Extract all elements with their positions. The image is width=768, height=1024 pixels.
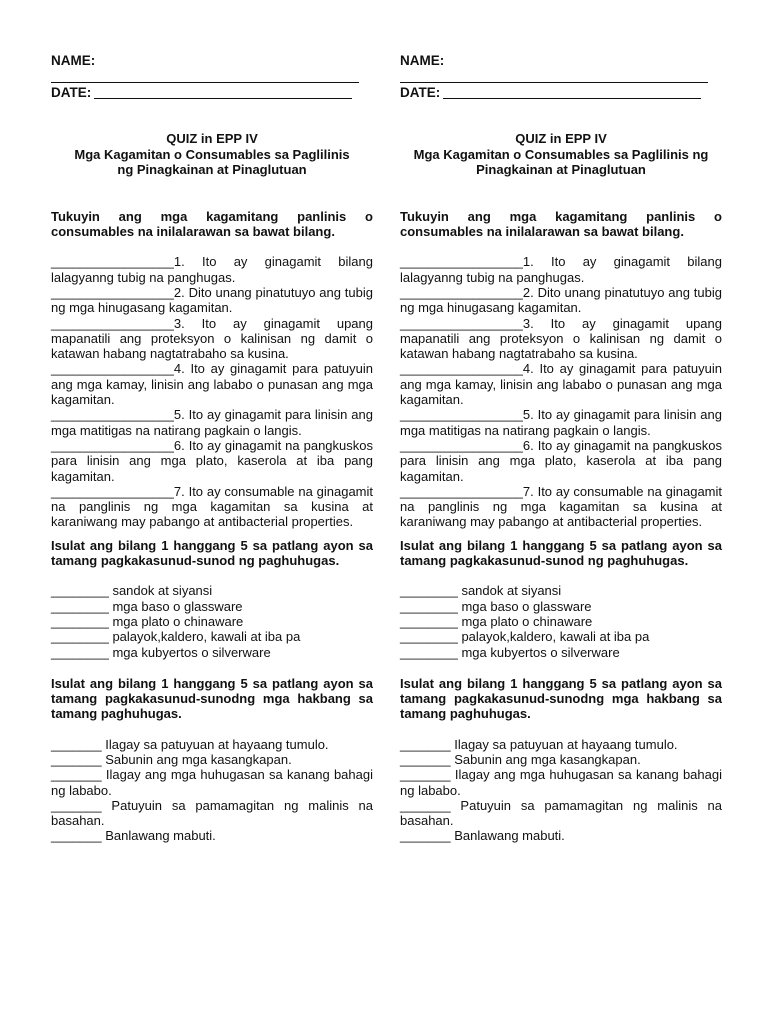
name-label: NAME: xyxy=(400,52,445,68)
list-item: _______ Patuyuin sa pamamagitan ng malinis na basahan. xyxy=(400,797,722,829)
name-label: NAME: xyxy=(51,52,96,68)
list-item: _________________2. Dito unang pinatutuyo ang tubig ng mga hinugasang kagamitan. xyxy=(400,284,722,316)
name-line xyxy=(51,68,359,83)
list-item: _________________4. Ito ay ginagamit para patuyuin ang mga kamay, linisin ang lababo o punasan ang mga kagamitan. xyxy=(51,361,373,408)
quiz-title: QUIZ in EPP IV xyxy=(166,131,258,147)
list-item: _______ Ilagay sa patuyuan at hayaang tumulo. xyxy=(51,736,329,752)
list-item: _________________6. Ito ay ginagamit na pangkuskos para linisin ang mga plato, kaserola at iba pang kagamitan. xyxy=(400,437,722,484)
section1-list xyxy=(51,254,373,529)
list-item: _________________3. Ito ay ginagamit upang mapanatili ang proteksyon o kalinisan ng damit o katawan habang nagtatrabaho sa kusina. xyxy=(51,315,373,362)
quiz-title: QUIZ in EPP IV xyxy=(515,131,607,147)
date-label: DATE: xyxy=(400,85,441,100)
section3-list xyxy=(51,737,373,844)
date-row xyxy=(400,85,722,100)
list-item: _________________5. Ito ay ginagamit para linisin ang mga matitigas na natirang pagkain o langis. xyxy=(51,407,373,438)
section3-heading: Isulat ang bilang 1 hanggang 5 sa patlang ayon sa tamang pagkakasunud-sunodng mga hakbang sa tamang paghuhugas. xyxy=(400,675,722,722)
list-item: ________ sandok at siyansi xyxy=(400,583,562,599)
quiz-subtitle-line1: Mga Kagamitan o Consumables sa Paglilinis xyxy=(74,146,350,162)
list-item: ________ mga plato o chinaware xyxy=(51,613,244,629)
section1-heading: Tukuyin ang mga kagamitang panlinis o consumables na inilalarawan sa bawat bilang. xyxy=(400,208,722,240)
list-item: ________ mga kubyertos o silverware xyxy=(51,644,271,660)
list-item: _________________1. Ito ay ginagamit bilang lalagyanng tubig na panghugas. xyxy=(51,254,373,285)
list-item: _______ Ilagay sa patuyuan at hayaang tumulo. xyxy=(400,736,678,752)
list-item: ________ sandok at siyansi xyxy=(51,583,213,599)
list-item: _________________6. Ito ay ginagamit na pangkuskos para linisin ang mga plato, kaserola at iba pang kagamitan. xyxy=(51,437,373,484)
list-item: _______ Patuyuin sa pamamagitan ng malinis na basahan. xyxy=(51,797,373,829)
list-item: ________ palayok,kaldero, kawali at iba pa xyxy=(51,629,301,645)
list-item: ________ palayok,kaldero, kawali at iba pa xyxy=(400,629,650,645)
list-item: _________________1. Ito ay ginagamit bilang lalagyanng tubig na panghugas. xyxy=(400,254,722,285)
section2-heading: Isulat ang bilang 1 hanggang 5 sa patlang ayon sa tamang pagkakasunud-sunod ng paghuhugas. xyxy=(400,537,722,569)
quiz-title-block xyxy=(400,131,722,178)
section1-heading: Tukuyin ang mga kagamitang panlinis o consumables na inilalarawan sa bawat bilang. xyxy=(51,208,373,240)
list-item: ________ mga baso o glassware xyxy=(51,598,243,614)
section2-list xyxy=(400,583,722,659)
list-item: _______ Ilagay ang mga huhugasan sa kanang bahagi ng lababo. xyxy=(51,767,373,798)
section2-heading: Isulat ang bilang 1 hanggang 5 sa patlang ayon sa tamang pagkakasunud-sunod ng paghuhugas. xyxy=(51,537,373,569)
list-item: _________________7. Ito ay consumable na ginagamit na panglinis ng mga kagamitan sa kusina at karaniwang may pabango at antibacterial properties. xyxy=(400,483,722,530)
date-label: DATE: xyxy=(51,85,92,100)
list-item: _______ Ilagay ang mga huhugasan sa kanang bahagi ng lababo. xyxy=(400,767,722,798)
date-line xyxy=(443,86,701,99)
list-item: _________________2. Dito unang pinatutuyo ang tubig ng mga hinugasang kagamitan. xyxy=(51,284,373,316)
date-row xyxy=(51,85,373,100)
list-item: _________________7. Ito ay consumable na ginagamit na panglinis ng mga kagamitan sa kusina at karaniwang may pabango at antibacterial properties. xyxy=(51,483,373,530)
quiz-copy-right xyxy=(400,50,722,844)
list-item: _________________3. Ito ay ginagamit upang mapanatili ang proteksyon o kalinisan ng damit o katawan habang nagtatrabaho sa kusina. xyxy=(400,315,722,362)
section3-heading: Isulat ang bilang 1 hanggang 5 sa patlang ayon sa tamang pagkakasunud-sunodng mga hakbang sa tamang paghuhugas. xyxy=(51,675,373,722)
section1-list xyxy=(400,254,722,529)
list-item: ________ mga baso o glassware xyxy=(400,598,592,614)
list-item: _________________4. Ito ay ginagamit para patuyuin ang mga kamay, linisin ang lababo o punasan ang mga kagamitan. xyxy=(400,361,722,408)
list-item: _______ Banlawang mabuti. xyxy=(51,828,216,844)
name-line xyxy=(400,68,708,83)
list-item: _______ Sabunin ang mga kasangkapan. xyxy=(400,752,641,767)
list-item: _______ Sabunin ang mga kasangkapan. xyxy=(51,752,292,767)
quiz-subtitle-line2: Pinagkainan at Pinaglutuan xyxy=(476,162,646,178)
list-item: _______ Banlawang mabuti. xyxy=(400,828,565,844)
section2-list xyxy=(51,583,373,659)
list-item: ________ mga kubyertos o silverware xyxy=(400,644,620,660)
quiz-copy-left xyxy=(51,50,373,844)
list-item: ________ mga plato o chinaware xyxy=(400,613,593,629)
date-line xyxy=(94,86,352,99)
quiz-subtitle-line1: Mga Kagamitan o Consumables sa Paglilinis ng xyxy=(413,146,709,162)
quiz-title-block xyxy=(51,131,373,178)
list-item: _________________5. Ito ay ginagamit para linisin ang mga matitigas na natirang pagkain o langis. xyxy=(400,407,722,438)
section3-list xyxy=(400,737,722,844)
quiz-subtitle-line2: ng Pinagkainan at Pinaglutuan xyxy=(117,162,307,178)
